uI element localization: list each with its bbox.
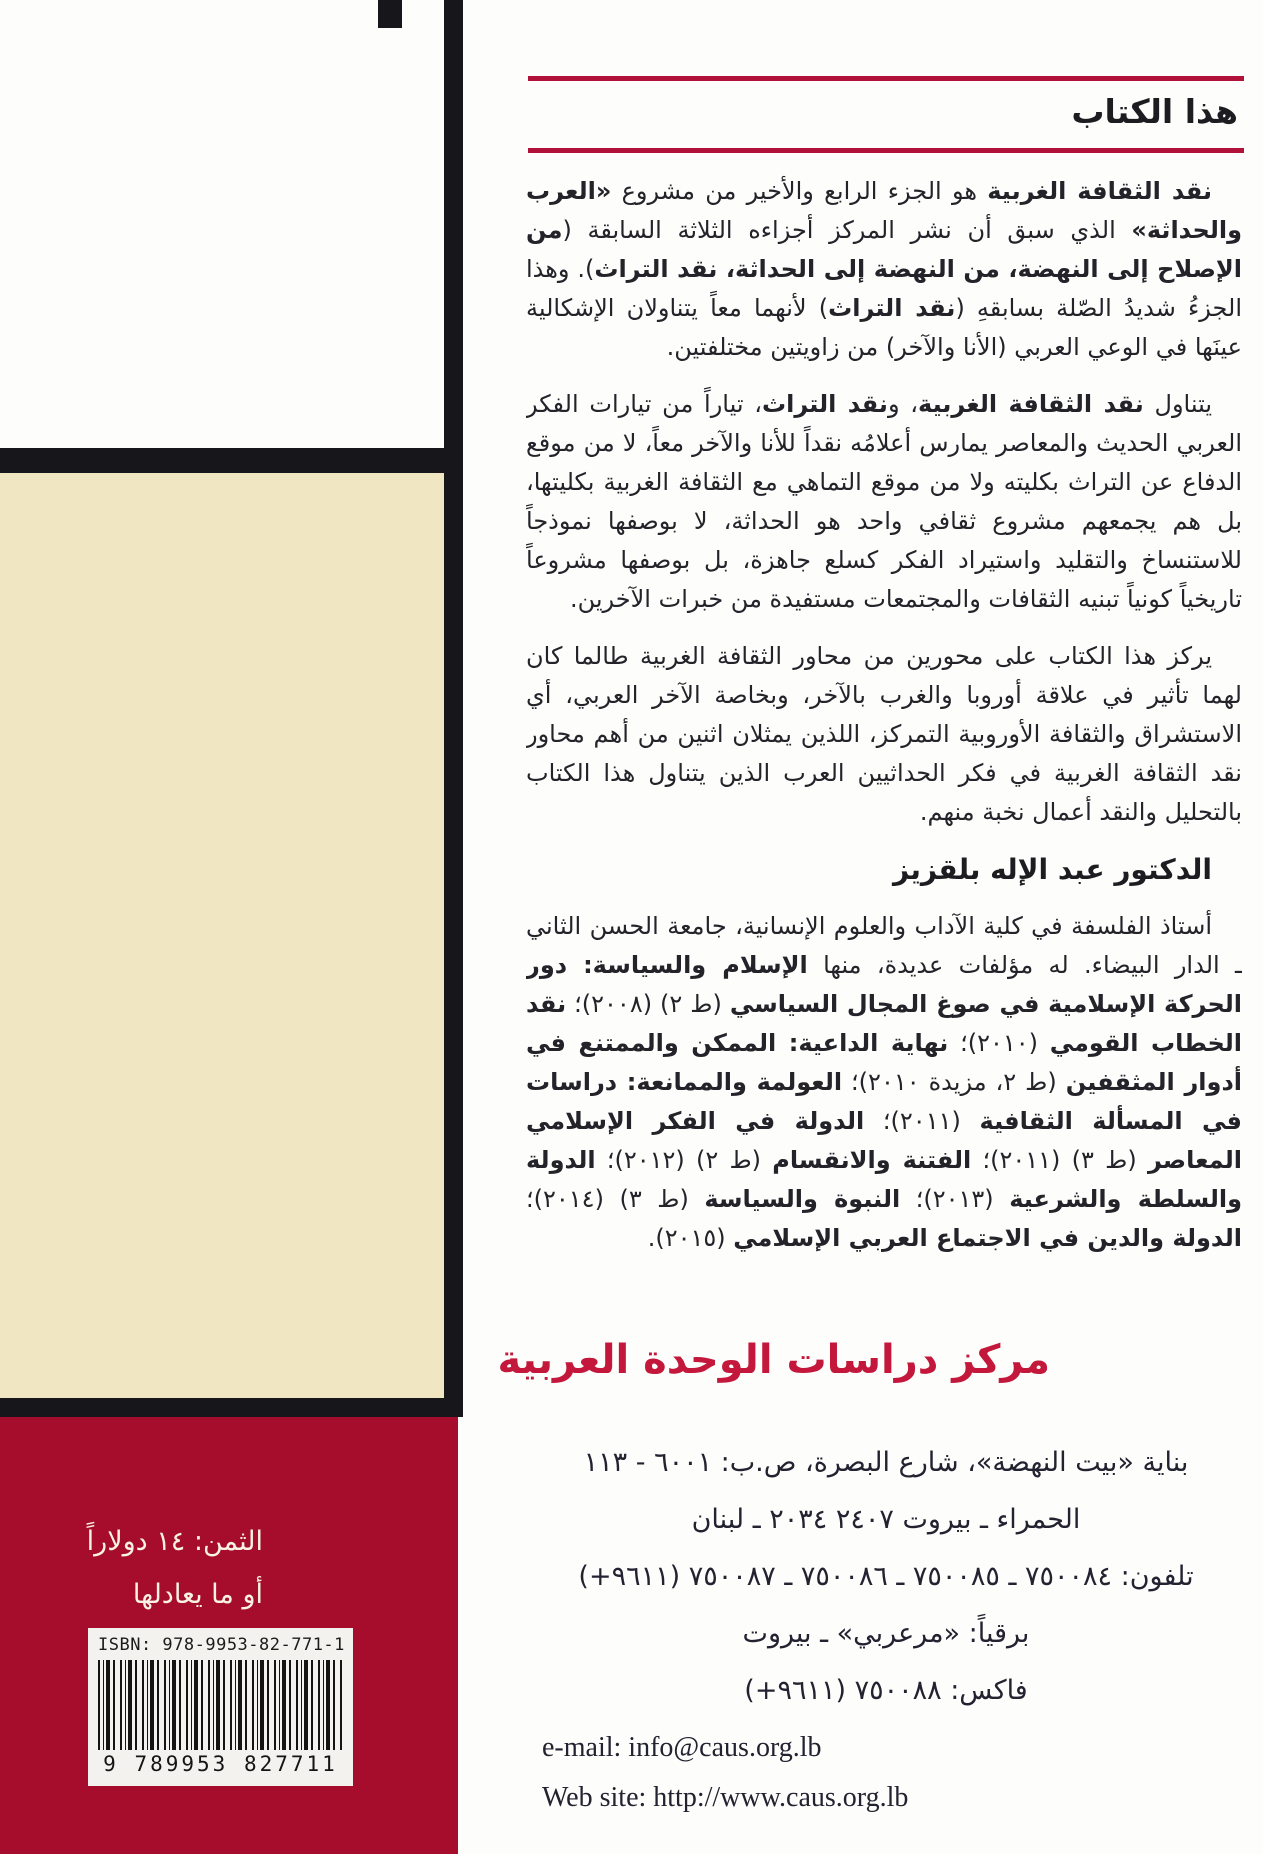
address-line-1: بناية «بيت النهضة»، شارع البصرة، ص.ب: ٦٠٠١ - ١١٣ xyxy=(583,1447,1189,1478)
bottom-rule xyxy=(528,148,1244,153)
author-name: الدكتور عبد الإله بلقزيز xyxy=(892,853,1212,886)
cable-line: برقياً: «مرعربي» ـ بيروت xyxy=(742,1618,1030,1649)
phone-line: تلفون: ٧٥٠٠٨٤ ـ ٧٥٠٠٨٥ ـ ٧٥٠٠٨٦ ـ ٧٥٠٠٨٧ (٩٦١١+) xyxy=(578,1561,1194,1592)
horizontal-black-bar-top xyxy=(0,448,463,473)
about-paragraph-1: نقد الثقافة الغربية هو الجزء الرابع والأخير من مشروع «العرب والحداثة» الذي سبق أن نشر المركز أجزاءه الثلاثة السابقة (من الإصلاح إلى النهضة، من النهضة إلى الحداثة، نقد التراث). وهذا الجزءُ شديدُ الصّلة بسابقهِ (نقد التراث) لأنهما معاً يتناولان الإشكالية عينَها في الوعي العربي (الأنا والآخر) من زاويتين مختلفتين. xyxy=(526,177,1242,361)
author-bio: أستاذ الفلسفة في كلية الآداب والعلوم الإنسانية، جامعة الحسن الثاني ـ الدار البيضاء. له مؤلفات عديدة، منها الإسلام والسياسة: دور الحركة الإسلامية في صوغ المجال السياسي (ط ٢) (٢٠٠٨)؛ نقد الخطاب القومي (٢٠١٠)؛ نهاية الداعية: الممكن والممتنع في أدوار المثقفين (ط ٢، مزيدة ٢٠١٠)؛ العولمة والممانعة: دراسات في المسألة الثقافية (٢٠١١)؛ الدولة في الفكر الإسلامي المعاصر (ط ٣) (٢٠١١)؛ الفتنة والانقسام (ط ٢) (٢٠١٢)؛ الدولة والسلطة والشرعية (٢٠١٣)؛ النبوة والسياسة (ط ٣) (٢٠١٤)؛ الدولة والدين في الاجتماع العربي الإسلامي (٢٠١٥). xyxy=(526,912,1242,1252)
publisher-name: مركز دراسات الوحدة العربية xyxy=(497,1337,1050,1383)
about-paragraph-3: يركز هذا الكتاب على محورين من محاور الثقافة الغربية طالما كان لهما تأثير في علاقة أوروبا والغرب بالآخر، وبخاصة الآخر العربي، أي الاستشراق والثقافة الأوروبية التمركز، اللذين يمثلان اثنين من أهم محاور نقد الثقافة الغربية في فكر الحداثيين العرب الذين يتناول هذا الكتاب بالتحليل والنقد أعمال نخبة منهم. xyxy=(526,642,1242,826)
address-line-2: الحمراء ـ بيروت ٢٤٠٧ ٢٠٣٤ ـ لبنان xyxy=(691,1504,1081,1535)
cream-panel xyxy=(0,473,444,1398)
about-section xyxy=(526,172,1242,1276)
black-corner-mark xyxy=(378,0,402,28)
red-panel xyxy=(0,1417,458,1854)
price-line-1: الثمن: ١٤ دولاراً xyxy=(86,1526,263,1557)
price-line-2: أو ما يعادلها xyxy=(132,1579,263,1610)
email-line: e-mail: info@caus.org.lb xyxy=(542,1732,822,1763)
isbn-label: ISBN: 978-9953-82-771-1 xyxy=(98,1635,345,1655)
isbn-box xyxy=(88,1628,353,1786)
contact-section xyxy=(528,1447,1244,1832)
top-rule xyxy=(528,76,1244,81)
vertical-black-bar xyxy=(444,0,463,1417)
fax-line: فاكس: ٧٥٠٠٨٨ (٩٦١١+) xyxy=(744,1675,1028,1706)
price-note xyxy=(87,1515,263,1621)
horizontal-black-bar-bottom xyxy=(0,1398,463,1417)
barcode xyxy=(98,1660,343,1750)
about-paragraph-2: يتناول نقد الثقافة الغربية، ونقد التراث، تياراً من تيارات الفكر العربي الحديث والمعاصر يمارس أعلامُه نقداً للأنا والآخر معاً، لا من موقع الدفاع عن التراث بكليته ولا من موقع التماهي مع الثقافة الغربية بكليتها، بل هم يجمعهم مشروع ثقافي واحد هو الحداثة، لا بوصفها نموذجاً للاستنساخ والتقليد واستيراد الفكر كسلع جاهزة، بل بوصفها مشروعاً تاريخياً كونياً تبنيه الثقافات والمجتمعات مستفيدة من خبرات الآخرين. xyxy=(526,390,1242,613)
website-line: Web site: http://www.caus.org.lb xyxy=(542,1782,909,1813)
section-title: هذا الكتاب xyxy=(1071,92,1238,131)
barcode-digits: 9 789953 827711 xyxy=(103,1752,338,1776)
